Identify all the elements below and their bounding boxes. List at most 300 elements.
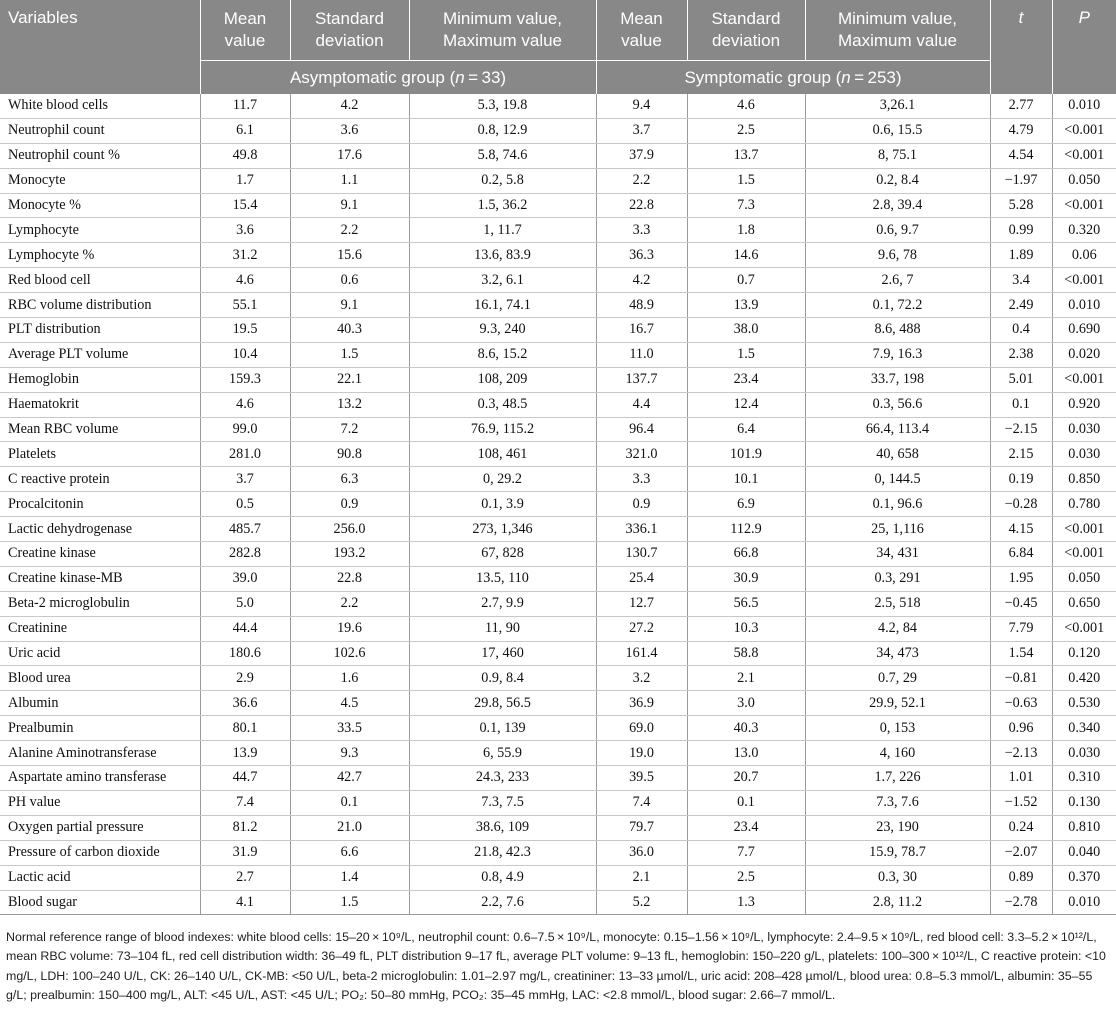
cell-variable: Creatinine	[0, 616, 200, 641]
cell-p-value: <0.001	[1052, 143, 1116, 168]
cell-minmax-asym: 11, 90	[409, 616, 596, 641]
cell-mean-sym: 96.4	[596, 417, 687, 442]
cell-minmax-sym: 2.6, 7	[805, 268, 990, 293]
cell-mean-asym: 7.4	[200, 790, 290, 815]
cell-t-value: 0.24	[990, 815, 1052, 840]
cell-p-value: 0.030	[1052, 741, 1116, 766]
cell-mean-asym: 282.8	[200, 542, 290, 567]
cell-mean-asym: 36.6	[200, 691, 290, 716]
cell-mean-sym: 130.7	[596, 542, 687, 567]
cell-mean-sym: 22.8	[596, 193, 687, 218]
cell-variable: Lymphocyte %	[0, 243, 200, 268]
cell-p-value: 0.530	[1052, 691, 1116, 716]
cell-minmax-sym: 34, 431	[805, 542, 990, 567]
cell-sd-sym: 30.9	[687, 566, 805, 591]
cell-sd-asym: 3.6	[290, 118, 409, 143]
cell-minmax-asym: 0.8, 12.9	[409, 118, 596, 143]
header-p: P	[1052, 0, 1116, 94]
cell-t-value: 3.4	[990, 268, 1052, 293]
cell-p-value: 0.810	[1052, 815, 1116, 840]
cell-sd-asym: 1.4	[290, 865, 409, 890]
cell-minmax-sym: 23, 190	[805, 815, 990, 840]
cell-minmax-asym: 1.5, 36.2	[409, 193, 596, 218]
cell-sd-asym: 193.2	[290, 542, 409, 567]
cell-variable: Lactic acid	[0, 865, 200, 890]
cell-mean-asym: 3.6	[200, 218, 290, 243]
table-row	[0, 542, 1116, 567]
cell-p-value: 0.030	[1052, 442, 1116, 467]
cell-p-value: <0.001	[1052, 616, 1116, 641]
cell-sd-sym: 23.4	[687, 367, 805, 392]
cell-sd-asym: 15.6	[290, 243, 409, 268]
cell-p-value: 0.780	[1052, 492, 1116, 517]
cell-minmax-asym: 3.2, 6.1	[409, 268, 596, 293]
table-row	[0, 591, 1116, 616]
cell-t-value: 2.38	[990, 342, 1052, 367]
cell-sd-sym: 1.8	[687, 218, 805, 243]
cell-sd-sym: 6.9	[687, 492, 805, 517]
cell-minmax-asym: 38.6, 109	[409, 815, 596, 840]
cell-sd-asym: 0.9	[290, 492, 409, 517]
table-row	[0, 890, 1116, 915]
cell-mean-asym: 3.7	[200, 467, 290, 492]
cell-mean-asym: 80.1	[200, 716, 290, 741]
table-row	[0, 865, 1116, 890]
cell-variable: White blood cells	[0, 94, 200, 118]
cell-minmax-asym: 1, 11.7	[409, 218, 596, 243]
cell-mean-sym: 0.9	[596, 492, 687, 517]
table-footnote: Normal reference range of blood indexes: white blood cells: 15–20 × 10⁹/L, neutrophil count: 0.6–7.5 × 10⁹/L, monocyte: 0.15–1.56 × 10⁹/L, lymphocyte: 2.4–9.5 × 10⁹/L, red blood cell: 3.3–5.2 × 10¹²/L, mean RBC volume: 73–104 fL, red cell distribution width: 36–49 fL, PLT distribution 9–17 fL, average PLT volume: 9–13 fL, hemoglobin: 150–220 g/L, platelets: 100–300 × 10¹²/L, C reactive protein: <10 mg/L, LDH: 100–240 U/L, CK: 26–140 U/L, CK-MB: <50 U/L, beta-2 microglobulin: 1.01–2.97 mg/L, creatininer: 13–33 µmol/L, uric acid: 208–428 µmol/L, blood urea: 0.8–5.3 mmol/L, albumin: 35–55 g/L; prealbumin: 150–400 mg/L, ALT: <45 U/L, AST: <45 U/L; PO₂: 50–80 mmHg, PCO₂: 35–45 mmHg, LAC: <2.8 mmol/L, blood sugar: 2.66–7 mmol/L.	[6, 930, 1106, 1002]
table-row	[0, 467, 1116, 492]
cell-mean-sym: 3.3	[596, 467, 687, 492]
cell-minmax-asym: 13.5, 110	[409, 566, 596, 591]
cell-mean-asym: 2.7	[200, 865, 290, 890]
cell-variable: Oxygen partial pressure	[0, 815, 200, 840]
cell-sd-sym: 112.9	[687, 517, 805, 542]
cell-sd-sym: 7.7	[687, 840, 805, 865]
cell-minmax-asym: 5.8, 74.6	[409, 143, 596, 168]
cell-p-value: 0.690	[1052, 318, 1116, 343]
cell-variable: Beta-2 microglobulin	[0, 591, 200, 616]
cell-mean-sym: 4.4	[596, 392, 687, 417]
cell-minmax-sym: 7.3, 7.6	[805, 790, 990, 815]
cell-t-value: 2.15	[990, 442, 1052, 467]
cell-mean-asym: 15.4	[200, 193, 290, 218]
cell-variable: C reactive protein	[0, 467, 200, 492]
cell-t-value: 4.54	[990, 143, 1052, 168]
cell-minmax-sym: 34, 473	[805, 641, 990, 666]
table-row	[0, 143, 1116, 168]
cell-minmax-sym: 2.5, 518	[805, 591, 990, 616]
cell-minmax-asym: 0.1, 139	[409, 716, 596, 741]
cell-minmax-asym: 76.9, 115.2	[409, 417, 596, 442]
cell-sd-sym: 1.5	[687, 168, 805, 193]
header-t: t	[990, 0, 1052, 94]
cell-mean-asym: 0.5	[200, 492, 290, 517]
table-row	[0, 342, 1116, 367]
cell-minmax-asym: 108, 209	[409, 367, 596, 392]
cell-minmax-asym: 0.1, 3.9	[409, 492, 596, 517]
cell-variable: Neutrophil count	[0, 118, 200, 143]
cell-sd-sym: 101.9	[687, 442, 805, 467]
cell-p-value: 0.050	[1052, 168, 1116, 193]
cell-mean-asym: 39.0	[200, 566, 290, 591]
cell-sd-asym: 1.1	[290, 168, 409, 193]
cell-t-value: −2.07	[990, 840, 1052, 865]
cell-mean-asym: 10.4	[200, 342, 290, 367]
table-row	[0, 517, 1116, 542]
cell-sd-asym: 22.8	[290, 566, 409, 591]
cell-sd-asym: 1.6	[290, 666, 409, 691]
cell-mean-sym: 69.0	[596, 716, 687, 741]
table-row	[0, 193, 1116, 218]
cell-sd-sym: 0.1	[687, 790, 805, 815]
cell-mean-asym: 180.6	[200, 641, 290, 666]
cell-mean-asym: 31.9	[200, 840, 290, 865]
cell-mean-sym: 36.9	[596, 691, 687, 716]
cell-sd-asym: 1.5	[290, 342, 409, 367]
cell-minmax-asym: 67, 828	[409, 542, 596, 567]
cell-variable: Albumin	[0, 691, 200, 716]
table-row	[0, 691, 1116, 716]
cell-sd-sym: 23.4	[687, 815, 805, 840]
cell-mean-sym: 12.7	[596, 591, 687, 616]
cell-mean-sym: 36.3	[596, 243, 687, 268]
cell-minmax-sym: 3,26.1	[805, 94, 990, 118]
cell-sd-asym: 40.3	[290, 318, 409, 343]
cell-t-value: 7.79	[990, 616, 1052, 641]
cell-minmax-sym: 4, 160	[805, 741, 990, 766]
cell-sd-sym: 38.0	[687, 318, 805, 343]
cell-t-value: 1.89	[990, 243, 1052, 268]
cell-sd-sym: 56.5	[687, 591, 805, 616]
cell-variable: Monocyte %	[0, 193, 200, 218]
cell-variable: Average PLT volume	[0, 342, 200, 367]
cell-t-value: −0.28	[990, 492, 1052, 517]
cell-p-value: <0.001	[1052, 367, 1116, 392]
cell-t-value: 4.15	[990, 517, 1052, 542]
cell-variable: Neutrophil count %	[0, 143, 200, 168]
cell-mean-sym: 19.0	[596, 741, 687, 766]
cell-mean-sym: 36.0	[596, 840, 687, 865]
cell-mean-sym: 3.7	[596, 118, 687, 143]
cell-t-value: −0.63	[990, 691, 1052, 716]
table-row	[0, 666, 1116, 691]
cell-mean-sym: 2.2	[596, 168, 687, 193]
table-row	[0, 392, 1116, 417]
cell-mean-sym: 7.4	[596, 790, 687, 815]
cell-minmax-asym: 273, 1,346	[409, 517, 596, 542]
cell-variable: Pressure of carbon dioxide	[0, 840, 200, 865]
cell-t-value: 0.1	[990, 392, 1052, 417]
cell-minmax-sym: 8.6, 488	[805, 318, 990, 343]
cell-minmax-sym: 0.6, 9.7	[805, 218, 990, 243]
cell-p-value: 0.010	[1052, 94, 1116, 118]
cell-mean-sym: 4.2	[596, 268, 687, 293]
cell-minmax-asym: 2.2, 7.6	[409, 890, 596, 915]
cell-minmax-asym: 6, 55.9	[409, 741, 596, 766]
cell-mean-sym: 39.5	[596, 766, 687, 791]
cell-variable: Blood sugar	[0, 890, 200, 915]
table-row	[0, 641, 1116, 666]
header-minmax-symptomatic: Minimum value, Maximum value	[805, 0, 990, 61]
cell-minmax-sym: 0.1, 72.2	[805, 293, 990, 318]
table-row	[0, 268, 1116, 293]
cell-minmax-sym: 0.3, 291	[805, 566, 990, 591]
cell-variable: Uric acid	[0, 641, 200, 666]
cell-minmax-asym: 2.7, 9.9	[409, 591, 596, 616]
cell-sd-sym: 12.4	[687, 392, 805, 417]
cell-mean-asym: 1.7	[200, 168, 290, 193]
cell-p-value: 0.030	[1052, 417, 1116, 442]
cell-minmax-asym: 29.8, 56.5	[409, 691, 596, 716]
cell-minmax-sym: 0.6, 15.5	[805, 118, 990, 143]
cell-sd-sym: 3.0	[687, 691, 805, 716]
header-mean-symptomatic: Mean value	[596, 0, 687, 61]
cell-sd-asym: 21.0	[290, 815, 409, 840]
cell-minmax-sym: 33.7, 198	[805, 367, 990, 392]
cell-minmax-asym: 24.3, 233	[409, 766, 596, 791]
cell-t-value: 0.96	[990, 716, 1052, 741]
cell-sd-sym: 13.7	[687, 143, 805, 168]
cell-sd-asym: 19.6	[290, 616, 409, 641]
cell-sd-asym: 9.3	[290, 741, 409, 766]
cell-t-value: 5.28	[990, 193, 1052, 218]
cell-mean-sym: 336.1	[596, 517, 687, 542]
cell-minmax-sym: 2.8, 39.4	[805, 193, 990, 218]
cell-sd-asym: 22.1	[290, 367, 409, 392]
cell-p-value: 0.920	[1052, 392, 1116, 417]
cell-mean-asym: 49.8	[200, 143, 290, 168]
cell-mean-asym: 6.1	[200, 118, 290, 143]
cell-sd-asym: 0.1	[290, 790, 409, 815]
cell-variable: RBC volume distribution	[0, 293, 200, 318]
cell-mean-sym: 79.7	[596, 815, 687, 840]
cell-p-value: 0.06	[1052, 243, 1116, 268]
cell-mean-asym: 13.9	[200, 741, 290, 766]
cell-sd-asym: 1.5	[290, 890, 409, 915]
cell-mean-asym: 485.7	[200, 517, 290, 542]
cell-variable: Creatine kinase-MB	[0, 566, 200, 591]
table-row	[0, 168, 1116, 193]
cell-mean-asym: 4.6	[200, 268, 290, 293]
cell-sd-asym: 102.6	[290, 641, 409, 666]
cell-mean-sym: 321.0	[596, 442, 687, 467]
cell-mean-sym: 25.4	[596, 566, 687, 591]
cell-sd-asym: 17.6	[290, 143, 409, 168]
cell-mean-asym: 5.0	[200, 591, 290, 616]
cell-variable: Aspartate amino transferase	[0, 766, 200, 791]
table-row	[0, 840, 1116, 865]
table-row	[0, 118, 1116, 143]
cell-minmax-asym: 0.2, 5.8	[409, 168, 596, 193]
table-row	[0, 243, 1116, 268]
cell-mean-asym: 81.2	[200, 815, 290, 840]
cell-minmax-sym: 8, 75.1	[805, 143, 990, 168]
table-row	[0, 492, 1116, 517]
cell-minmax-sym: 7.9, 16.3	[805, 342, 990, 367]
cell-mean-asym: 281.0	[200, 442, 290, 467]
cell-sd-asym: 90.8	[290, 442, 409, 467]
cell-p-value: 0.010	[1052, 293, 1116, 318]
cell-sd-sym: 40.3	[687, 716, 805, 741]
cell-minmax-asym: 0.8, 4.9	[409, 865, 596, 890]
cell-sd-asym: 6.6	[290, 840, 409, 865]
cell-minmax-sym: 0.2, 8.4	[805, 168, 990, 193]
cell-mean-asym: 31.2	[200, 243, 290, 268]
cell-p-value: <0.001	[1052, 118, 1116, 143]
cell-variable: PH value	[0, 790, 200, 815]
cell-t-value: 1.95	[990, 566, 1052, 591]
cell-sd-sym: 13.0	[687, 741, 805, 766]
cell-minmax-sym: 0.7, 29	[805, 666, 990, 691]
cell-t-value: −1.52	[990, 790, 1052, 815]
cell-mean-sym: 48.9	[596, 293, 687, 318]
cell-mean-sym: 9.4	[596, 94, 687, 118]
table-body	[0, 94, 1116, 915]
cell-variable: Lymphocyte	[0, 218, 200, 243]
table-row	[0, 94, 1116, 118]
cell-sd-asym: 2.2	[290, 218, 409, 243]
cell-sd-sym: 6.4	[687, 417, 805, 442]
cell-minmax-asym: 108, 461	[409, 442, 596, 467]
cell-variable: Hemoglobin	[0, 367, 200, 392]
cell-variable: Prealbumin	[0, 716, 200, 741]
cell-p-value: <0.001	[1052, 517, 1116, 542]
cell-t-value: 6.84	[990, 542, 1052, 567]
cell-sd-asym: 9.1	[290, 293, 409, 318]
table-row	[0, 815, 1116, 840]
cell-minmax-asym: 7.3, 7.5	[409, 790, 596, 815]
cell-sd-asym: 6.3	[290, 467, 409, 492]
cell-minmax-sym: 40, 658	[805, 442, 990, 467]
cell-sd-asym: 33.5	[290, 716, 409, 741]
cell-variable: Alanine Aminotransferase	[0, 741, 200, 766]
cell-variable: Blood urea	[0, 666, 200, 691]
cell-p-value: 0.370	[1052, 865, 1116, 890]
cell-sd-sym: 10.1	[687, 467, 805, 492]
cell-minmax-asym: 17, 460	[409, 641, 596, 666]
cell-t-value: 0.4	[990, 318, 1052, 343]
cell-sd-sym: 2.5	[687, 118, 805, 143]
cell-t-value: 2.77	[990, 94, 1052, 118]
cell-mean-asym: 11.7	[200, 94, 290, 118]
cell-variable: Haematokrit	[0, 392, 200, 417]
cell-mean-sym: 3.2	[596, 666, 687, 691]
cell-mean-asym: 44.7	[200, 766, 290, 791]
cell-minmax-sym: 0, 144.5	[805, 467, 990, 492]
cell-mean-asym: 2.9	[200, 666, 290, 691]
cell-minmax-sym: 29.9, 52.1	[805, 691, 990, 716]
cell-t-value: −1.97	[990, 168, 1052, 193]
cell-minmax-sym: 9.6, 78	[805, 243, 990, 268]
cell-p-value: 0.340	[1052, 716, 1116, 741]
cell-t-value: −2.78	[990, 890, 1052, 915]
cell-sd-sym: 66.8	[687, 542, 805, 567]
cell-sd-sym: 7.3	[687, 193, 805, 218]
cell-t-value: 1.54	[990, 641, 1052, 666]
cell-variable: Platelets	[0, 442, 200, 467]
cell-p-value: 0.310	[1052, 766, 1116, 791]
cell-sd-asym: 7.2	[290, 417, 409, 442]
cell-mean-sym: 11.0	[596, 342, 687, 367]
cell-p-value: 0.850	[1052, 467, 1116, 492]
cell-p-value: 0.050	[1052, 566, 1116, 591]
cell-t-value: 0.19	[990, 467, 1052, 492]
cell-sd-sym: 58.8	[687, 641, 805, 666]
cell-t-value: −2.15	[990, 417, 1052, 442]
cell-mean-asym: 4.6	[200, 392, 290, 417]
cell-sd-sym: 10.3	[687, 616, 805, 641]
table-row	[0, 616, 1116, 641]
cell-p-value: 0.120	[1052, 641, 1116, 666]
cell-sd-asym: 4.2	[290, 94, 409, 118]
cell-p-value: 0.020	[1052, 342, 1116, 367]
cell-minmax-sym: 0.3, 56.6	[805, 392, 990, 417]
header-sd-asymptomatic: Standard deviation	[290, 0, 409, 61]
table-row	[0, 766, 1116, 791]
cell-mean-asym: 99.0	[200, 417, 290, 442]
cell-sd-sym: 1.3	[687, 890, 805, 915]
cell-minmax-asym: 0.9, 8.4	[409, 666, 596, 691]
table-row	[0, 790, 1116, 815]
cell-sd-sym: 4.6	[687, 94, 805, 118]
table-row	[0, 293, 1116, 318]
table-row	[0, 442, 1116, 467]
cell-variable: Lactic dehydrogenase	[0, 517, 200, 542]
cell-minmax-sym: 0, 153	[805, 716, 990, 741]
cell-minmax-sym: 1.7, 226	[805, 766, 990, 791]
header-symptomatic-group: Symptomatic group (n = 253)	[596, 61, 990, 95]
cell-mean-sym: 5.2	[596, 890, 687, 915]
cell-t-value: 0.89	[990, 865, 1052, 890]
cell-mean-asym: 55.1	[200, 293, 290, 318]
cell-variable: PLT distribution	[0, 318, 200, 343]
cell-mean-sym: 3.3	[596, 218, 687, 243]
header-variables: Variables	[0, 0, 200, 94]
cell-sd-asym: 42.7	[290, 766, 409, 791]
cell-minmax-asym: 13.6, 83.9	[409, 243, 596, 268]
cell-mean-asym: 19.5	[200, 318, 290, 343]
cell-mean-sym: 137.7	[596, 367, 687, 392]
cell-p-value: <0.001	[1052, 193, 1116, 218]
cell-sd-sym: 2.1	[687, 666, 805, 691]
cell-mean-asym: 4.1	[200, 890, 290, 915]
cell-p-value: <0.001	[1052, 268, 1116, 293]
cell-minmax-asym: 9.3, 240	[409, 318, 596, 343]
cell-p-value: <0.001	[1052, 542, 1116, 567]
cell-minmax-asym: 0, 29.2	[409, 467, 596, 492]
table-row	[0, 318, 1116, 343]
cell-t-value: 5.01	[990, 367, 1052, 392]
table-header	[0, 0, 1116, 94]
cell-t-value: 1.01	[990, 766, 1052, 791]
cell-sd-sym: 13.9	[687, 293, 805, 318]
cell-minmax-sym: 0.1, 96.6	[805, 492, 990, 517]
cell-sd-sym: 2.5	[687, 865, 805, 890]
cell-minmax-asym: 8.6, 15.2	[409, 342, 596, 367]
cell-minmax-sym: 25, 1,116	[805, 517, 990, 542]
cell-mean-asym: 44.4	[200, 616, 290, 641]
table-row	[0, 716, 1116, 741]
table-row	[0, 566, 1116, 591]
cell-minmax-asym: 5.3, 19.8	[409, 94, 596, 118]
cell-mean-sym: 2.1	[596, 865, 687, 890]
cell-sd-asym: 2.2	[290, 591, 409, 616]
header-minmax-asymptomatic: Minimum value, Maximum value	[409, 0, 596, 61]
cell-minmax-sym: 15.9, 78.7	[805, 840, 990, 865]
cell-p-value: 0.010	[1052, 890, 1116, 915]
